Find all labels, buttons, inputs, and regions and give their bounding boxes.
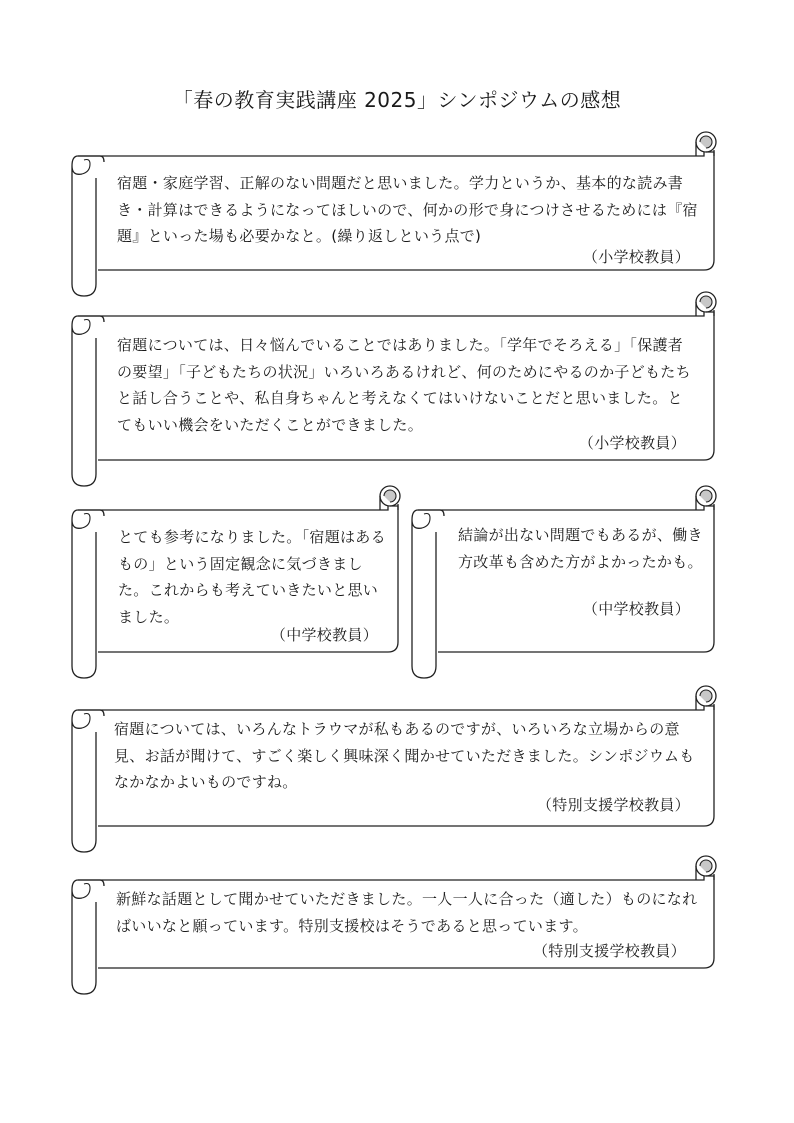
scroll-roll-left-curl (82, 160, 90, 175)
comment-author: （特別支援学校教員） (532, 942, 686, 960)
scroll-roll-left-curl (422, 514, 430, 529)
comment-scroll (60, 486, 410, 684)
scroll-roll-left-curl (82, 514, 90, 529)
scroll-roll-left (72, 156, 104, 296)
comment-text: 新鮮な話題として聞かせていただきました。一人一人に合った（適した）ものになればいいなと願っています。特別支援校はそうであると思っています。 (116, 890, 698, 935)
scroll-frame (400, 486, 726, 684)
comment-author: （小学校教員） (582, 248, 690, 266)
comment-scroll (60, 132, 726, 302)
page-title: 「春の教育実践講座 2025」シンポジウムの感想 (172, 88, 622, 112)
comment-author: （特別支援学校教員） (536, 796, 690, 814)
comment-scroll (400, 486, 726, 684)
scroll-roll-left (72, 510, 104, 678)
scroll-roll-left (412, 510, 444, 678)
comment-scroll (60, 292, 726, 492)
comment-text: とても参考になりました。「宿題はあるもの」という固定観念に気づきました。これからも考えていきたいと思いました。 (118, 528, 386, 626)
comment-text: 結論が出ない問題でもあるが、働き方改革も含めた方がよかったかも。 (458, 526, 703, 571)
comment-author: （中学校教員） (582, 600, 690, 618)
scroll-roll-left-curl (82, 884, 90, 899)
scroll-roll-left-curl (82, 714, 90, 729)
comment-author: （中学校教員） (270, 626, 378, 644)
scroll-roll-left-curl (82, 320, 90, 335)
comment-text: 宿題については、日々悩んでいることではありました。「学年でそろえる」「保護者の要望」「子どもたちの状況」いろいろあるけれど、何のためにやるのか子どもたちと話し合うことや、私自身ちゃんと考えなくてはいけないことだと思いました。とてもいい機会をいただくことができました。 (117, 336, 691, 434)
scroll-roll-left (72, 710, 104, 852)
scroll-roll-left (72, 880, 104, 994)
comment-scroll (60, 856, 726, 1000)
comment-author: （小学校教員） (578, 434, 686, 452)
comment-text: 宿題・家庭学習、正解のない問題だと思いました。学力というか、基本的な読み書き・計算はできるようになってほしいので、何かの形で身につけさせるためには『宿題』といった場も必要かなと。(繰り返しという点で) (117, 174, 698, 245)
comment-text: 宿題については、いろんなトラウマが私もあるのですが、いろいろな立場からの意見、お話が聞けて、すごく楽しく興味深く聞かせていただきました。シンポジウムもなかなかよいものですね。 (114, 720, 695, 791)
comment-scroll (60, 686, 726, 858)
